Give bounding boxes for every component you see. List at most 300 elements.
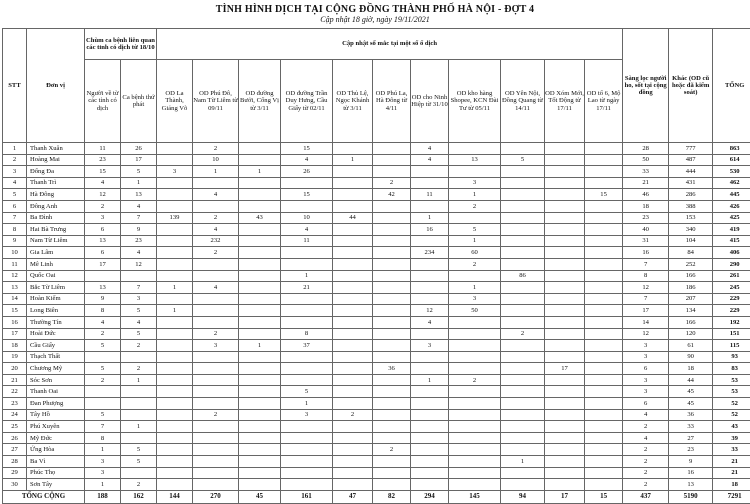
- row-unit-name: Sóc Sơn: [27, 374, 85, 386]
- row-cell: [585, 293, 623, 305]
- row-cell: 2: [449, 374, 501, 386]
- row-cell: [193, 363, 239, 375]
- row-cell: [411, 479, 449, 491]
- row-cell: [411, 421, 449, 433]
- row-cell: [373, 398, 411, 410]
- header-other: Khác (OD cũ hoặc đã kiểm soát): [669, 29, 713, 143]
- row-cell: [545, 293, 585, 305]
- row-cell: 50: [449, 305, 501, 317]
- row-cell: [333, 258, 373, 270]
- subheader-0: Người về từ các tỉnh có dịch: [85, 60, 121, 143]
- row-cell: [157, 363, 193, 375]
- row-cell: 13: [449, 154, 501, 166]
- row-cell: 3: [449, 177, 501, 189]
- row-cell: [545, 224, 585, 236]
- row-cell: 4: [411, 154, 449, 166]
- row-cell: [411, 328, 449, 340]
- row-cell: 388: [669, 200, 713, 212]
- table-row: [3, 432, 750, 444]
- row-cell: [157, 456, 193, 468]
- row-cell: 2: [623, 421, 669, 433]
- row-cell: 5: [121, 444, 157, 456]
- row-cell: [239, 467, 281, 479]
- row-cell: [157, 293, 193, 305]
- row-cell: [333, 432, 373, 444]
- row-cell: [373, 432, 411, 444]
- row-cell: 2: [85, 200, 121, 212]
- row-cell: 2: [121, 363, 157, 375]
- row-cell: [449, 398, 501, 410]
- row-total-cell: 863: [713, 143, 750, 155]
- row-cell: 7: [623, 293, 669, 305]
- row-cell: 5: [85, 340, 121, 352]
- table-row: [3, 479, 750, 491]
- row-cell: [545, 247, 585, 259]
- row-cell: [585, 282, 623, 294]
- row-cell: [85, 398, 121, 410]
- row-total-cell: 426: [713, 200, 750, 212]
- row-cell: 8: [623, 270, 669, 282]
- row-cell: 23: [623, 212, 669, 224]
- row-cell: 28: [623, 143, 669, 155]
- row-total-cell: 530: [713, 166, 750, 178]
- row-cell: 3: [121, 293, 157, 305]
- total-row-cell: 45: [239, 490, 281, 503]
- row-cell: [239, 270, 281, 282]
- row-cell: [239, 258, 281, 270]
- row-cell: [333, 421, 373, 433]
- row-cell: 4: [121, 316, 157, 328]
- row-cell: [193, 305, 239, 317]
- row-stt: 27: [3, 444, 27, 456]
- row-cell: [449, 444, 501, 456]
- row-cell: 252: [669, 258, 713, 270]
- row-cell: [121, 432, 157, 444]
- row-cell: 2: [193, 247, 239, 259]
- row-cell: 1: [501, 456, 545, 468]
- row-cell: [333, 270, 373, 282]
- row-cell: [373, 154, 411, 166]
- row-cell: [449, 479, 501, 491]
- row-cell: 1: [85, 479, 121, 491]
- table-row: [3, 363, 750, 375]
- row-cell: [193, 432, 239, 444]
- row-cell: [501, 421, 545, 433]
- row-cell: [239, 409, 281, 421]
- row-cell: [411, 363, 449, 375]
- row-cell: 10: [281, 212, 333, 224]
- row-total-cell: 39: [713, 432, 750, 444]
- row-cell: [585, 177, 623, 189]
- row-cell: [333, 282, 373, 294]
- row-unit-name: Nam Từ Liêm: [27, 235, 85, 247]
- row-cell: [585, 143, 623, 155]
- row-total-cell: 425: [713, 212, 750, 224]
- row-cell: 3: [157, 166, 193, 178]
- row-cell: 7: [623, 258, 669, 270]
- row-cell: 11: [411, 189, 449, 201]
- row-cell: [545, 456, 585, 468]
- row-stt: 11: [3, 258, 27, 270]
- row-cell: [411, 467, 449, 479]
- row-total-cell: 245: [713, 282, 750, 294]
- table-row: [3, 154, 750, 166]
- row-stt: 19: [3, 351, 27, 363]
- row-cell: [157, 189, 193, 201]
- row-cell: [411, 444, 449, 456]
- row-cell: [545, 409, 585, 421]
- row-cell: 15: [85, 166, 121, 178]
- row-cell: 1: [281, 270, 333, 282]
- row-cell: [281, 456, 333, 468]
- row-total-cell: 52: [713, 409, 750, 421]
- row-cell: 487: [669, 154, 713, 166]
- row-stt: 26: [3, 432, 27, 444]
- row-cell: [373, 467, 411, 479]
- row-cell: [373, 351, 411, 363]
- row-cell: [501, 386, 545, 398]
- row-cell: [501, 224, 545, 236]
- row-cell: [585, 363, 623, 375]
- row-cell: [193, 398, 239, 410]
- row-cell: [373, 293, 411, 305]
- row-cell: [373, 212, 411, 224]
- row-cell: 232: [193, 235, 239, 247]
- table-row: [3, 456, 750, 468]
- row-cell: 46: [623, 189, 669, 201]
- table-row: [3, 293, 750, 305]
- row-cell: [449, 166, 501, 178]
- row-cell: [585, 258, 623, 270]
- table-row: [3, 421, 750, 433]
- row-stt: 20: [3, 363, 27, 375]
- row-cell: 7: [121, 282, 157, 294]
- row-stt: 16: [3, 316, 27, 328]
- row-cell: 5: [449, 224, 501, 236]
- row-cell: [373, 316, 411, 328]
- row-cell: [545, 351, 585, 363]
- row-cell: [239, 398, 281, 410]
- row-cell: [193, 316, 239, 328]
- row-stt: 1: [3, 143, 27, 155]
- row-cell: [501, 316, 545, 328]
- row-cell: [121, 351, 157, 363]
- row-stt: 13: [3, 282, 27, 294]
- row-total-cell: 229: [713, 293, 750, 305]
- row-cell: 1: [121, 374, 157, 386]
- row-cell: [585, 235, 623, 247]
- table-row: [3, 212, 750, 224]
- row-cell: [449, 212, 501, 224]
- row-unit-name: Ba Vì: [27, 456, 85, 468]
- row-total-cell: 445: [713, 189, 750, 201]
- row-cell: 8: [85, 432, 121, 444]
- row-cell: 1: [449, 189, 501, 201]
- row-total-cell: 21: [713, 467, 750, 479]
- row-unit-name: Mỹ Đức: [27, 432, 85, 444]
- row-cell: [449, 143, 501, 155]
- row-cell: [193, 479, 239, 491]
- row-total-cell: 261: [713, 270, 750, 282]
- row-cell: 2: [449, 258, 501, 270]
- row-cell: [373, 340, 411, 352]
- row-unit-name: Hà Đông: [27, 189, 85, 201]
- row-cell: 3: [623, 351, 669, 363]
- table-row: [3, 200, 750, 212]
- table-row: [3, 224, 750, 236]
- row-cell: [585, 467, 623, 479]
- row-cell: [411, 456, 449, 468]
- row-cell: [545, 305, 585, 317]
- row-cell: [411, 235, 449, 247]
- row-cell: [333, 374, 373, 386]
- row-cell: 2: [623, 479, 669, 491]
- row-cell: [333, 316, 373, 328]
- row-stt: 22: [3, 386, 27, 398]
- row-cell: 2: [623, 444, 669, 456]
- row-total-cell: 18: [713, 479, 750, 491]
- row-cell: 3: [411, 340, 449, 352]
- row-cell: [239, 293, 281, 305]
- row-cell: [585, 421, 623, 433]
- row-cell: [281, 444, 333, 456]
- row-unit-name: Đông Anh: [27, 200, 85, 212]
- row-cell: [501, 189, 545, 201]
- row-cell: 2: [373, 177, 411, 189]
- row-cell: 4: [121, 200, 157, 212]
- row-cell: 1: [239, 340, 281, 352]
- row-cell: [373, 305, 411, 317]
- row-total-cell: 229: [713, 305, 750, 317]
- row-cell: [545, 421, 585, 433]
- subheader-11: OD Xóm Mới, Tốt Động từ 17/11: [545, 60, 585, 143]
- row-cell: 18: [623, 200, 669, 212]
- row-cell: 1: [157, 282, 193, 294]
- row-cell: [411, 409, 449, 421]
- row-cell: [501, 166, 545, 178]
- row-cell: [545, 316, 585, 328]
- row-cell: [501, 444, 545, 456]
- row-stt: 29: [3, 467, 27, 479]
- row-cell: 11: [281, 235, 333, 247]
- row-cell: [157, 340, 193, 352]
- row-cell: [449, 421, 501, 433]
- row-stt: 4: [3, 177, 27, 189]
- row-stt: 3: [3, 166, 27, 178]
- row-cell: [333, 166, 373, 178]
- row-cell: [585, 374, 623, 386]
- row-cell: [449, 270, 501, 282]
- row-cell: [239, 189, 281, 201]
- row-cell: [239, 200, 281, 212]
- row-cell: 44: [669, 374, 713, 386]
- table-row: [3, 270, 750, 282]
- row-cell: 7: [121, 212, 157, 224]
- row-cell: [157, 247, 193, 259]
- row-cell: 5: [121, 456, 157, 468]
- row-total-cell: 614: [713, 154, 750, 166]
- row-stt: 18: [3, 340, 27, 352]
- row-cell: [157, 444, 193, 456]
- row-unit-name: Hoàn Kiếm: [27, 293, 85, 305]
- row-cell: 9: [669, 456, 713, 468]
- row-cell: [239, 316, 281, 328]
- row-cell: 13: [121, 189, 157, 201]
- row-cell: [157, 479, 193, 491]
- row-cell: 5: [121, 328, 157, 340]
- total-row-cell: 15: [585, 490, 623, 503]
- row-cell: 18: [669, 363, 713, 375]
- row-cell: 31: [623, 235, 669, 247]
- row-total-cell: 151: [713, 328, 750, 340]
- row-cell: 1: [193, 166, 239, 178]
- row-cell: 42: [373, 189, 411, 201]
- row-cell: [449, 456, 501, 468]
- row-cell: 16: [411, 224, 449, 236]
- row-cell: [193, 456, 239, 468]
- row-cell: [545, 386, 585, 398]
- row-cell: 13: [669, 479, 713, 491]
- row-cell: [373, 224, 411, 236]
- row-cell: [585, 212, 623, 224]
- row-cell: [157, 351, 193, 363]
- row-cell: [333, 328, 373, 340]
- table-row: [3, 340, 750, 352]
- row-stt: 12: [3, 270, 27, 282]
- row-cell: [121, 398, 157, 410]
- row-total-cell: 53: [713, 374, 750, 386]
- row-cell: 4: [623, 432, 669, 444]
- row-cell: [239, 235, 281, 247]
- row-cell: [585, 166, 623, 178]
- row-unit-name: Bắc Từ Liêm: [27, 282, 85, 294]
- row-unit-name: Tây Hồ: [27, 409, 85, 421]
- row-cell: [501, 258, 545, 270]
- header-total: TỔNG: [713, 29, 750, 143]
- row-cell: [157, 316, 193, 328]
- row-cell: 16: [623, 247, 669, 259]
- row-cell: 4: [85, 316, 121, 328]
- row-cell: [157, 258, 193, 270]
- row-cell: [193, 270, 239, 282]
- row-cell: 15: [281, 189, 333, 201]
- total-row-cell: 82: [373, 490, 411, 503]
- row-cell: [411, 398, 449, 410]
- row-cell: 17: [623, 305, 669, 317]
- row-cell: [333, 398, 373, 410]
- row-stt: 24: [3, 409, 27, 421]
- row-cell: [501, 212, 545, 224]
- table-row: [3, 143, 750, 155]
- row-cell: 33: [623, 166, 669, 178]
- total-row-cell: 145: [449, 490, 501, 503]
- row-cell: [193, 444, 239, 456]
- row-cell: [501, 177, 545, 189]
- row-cell: [373, 374, 411, 386]
- table-row: [3, 398, 750, 410]
- row-cell: [157, 374, 193, 386]
- row-cell: 3: [85, 212, 121, 224]
- row-cell: 166: [669, 316, 713, 328]
- row-cell: [545, 398, 585, 410]
- row-cell: [449, 386, 501, 398]
- row-cell: 2: [85, 374, 121, 386]
- row-cell: 186: [669, 282, 713, 294]
- row-cell: [449, 409, 501, 421]
- page-title: TÌNH HÌNH DỊCH TẠI CỘNG ĐỒNG THÀNH PHỐ HÀ NỘI - ĐỢT 4: [0, 4, 750, 15]
- row-cell: 5: [281, 386, 333, 398]
- row-unit-name: Ba Đình: [27, 212, 85, 224]
- row-cell: 3: [623, 374, 669, 386]
- row-cell: 26: [121, 143, 157, 155]
- row-cell: 17: [121, 154, 157, 166]
- row-cell: 431: [669, 177, 713, 189]
- row-cell: [239, 177, 281, 189]
- row-unit-name: Phúc Thọ: [27, 467, 85, 479]
- table-row: [3, 235, 750, 247]
- subheader-12: OD tổ 6, Mộ Lao từ ngày 17/11: [585, 60, 623, 143]
- row-cell: 11: [85, 143, 121, 155]
- row-cell: 3: [623, 340, 669, 352]
- table-row: [3, 316, 750, 328]
- header-stt: STT: [3, 29, 27, 143]
- row-cell: 2: [121, 479, 157, 491]
- row-cell: [501, 479, 545, 491]
- row-cell: [501, 282, 545, 294]
- row-cell: 10: [193, 154, 239, 166]
- row-cell: [545, 177, 585, 189]
- row-cell: [121, 409, 157, 421]
- row-unit-name: Cầu Giấy: [27, 340, 85, 352]
- row-cell: 234: [411, 247, 449, 259]
- row-cell: [585, 270, 623, 282]
- row-cell: [373, 166, 411, 178]
- row-cell: 3: [193, 340, 239, 352]
- row-cell: 1: [121, 421, 157, 433]
- row-cell: [281, 479, 333, 491]
- row-cell: 6: [623, 398, 669, 410]
- row-total-cell: 43: [713, 421, 750, 433]
- row-cell: 1: [85, 444, 121, 456]
- row-total-cell: 93: [713, 351, 750, 363]
- row-stt: 17: [3, 328, 27, 340]
- row-cell: [281, 374, 333, 386]
- row-cell: 50: [623, 154, 669, 166]
- row-cell: [373, 200, 411, 212]
- row-total-cell: 192: [713, 316, 750, 328]
- row-cell: [157, 398, 193, 410]
- row-cell: 4: [193, 282, 239, 294]
- row-cell: 2: [193, 212, 239, 224]
- row-cell: [501, 398, 545, 410]
- row-cell: [281, 305, 333, 317]
- row-cell: [501, 247, 545, 259]
- row-total-cell: 53: [713, 386, 750, 398]
- row-cell: [585, 409, 623, 421]
- row-cell: 61: [669, 340, 713, 352]
- row-cell: [333, 305, 373, 317]
- row-cell: [585, 247, 623, 259]
- row-unit-name: Phú Xuyên: [27, 421, 85, 433]
- row-unit-name: Thanh Oai: [27, 386, 85, 398]
- row-cell: 37: [281, 340, 333, 352]
- row-total-cell: 115: [713, 340, 750, 352]
- row-cell: 1: [157, 305, 193, 317]
- row-stt: 2: [3, 154, 27, 166]
- row-cell: [193, 293, 239, 305]
- row-cell: [281, 258, 333, 270]
- row-cell: [545, 444, 585, 456]
